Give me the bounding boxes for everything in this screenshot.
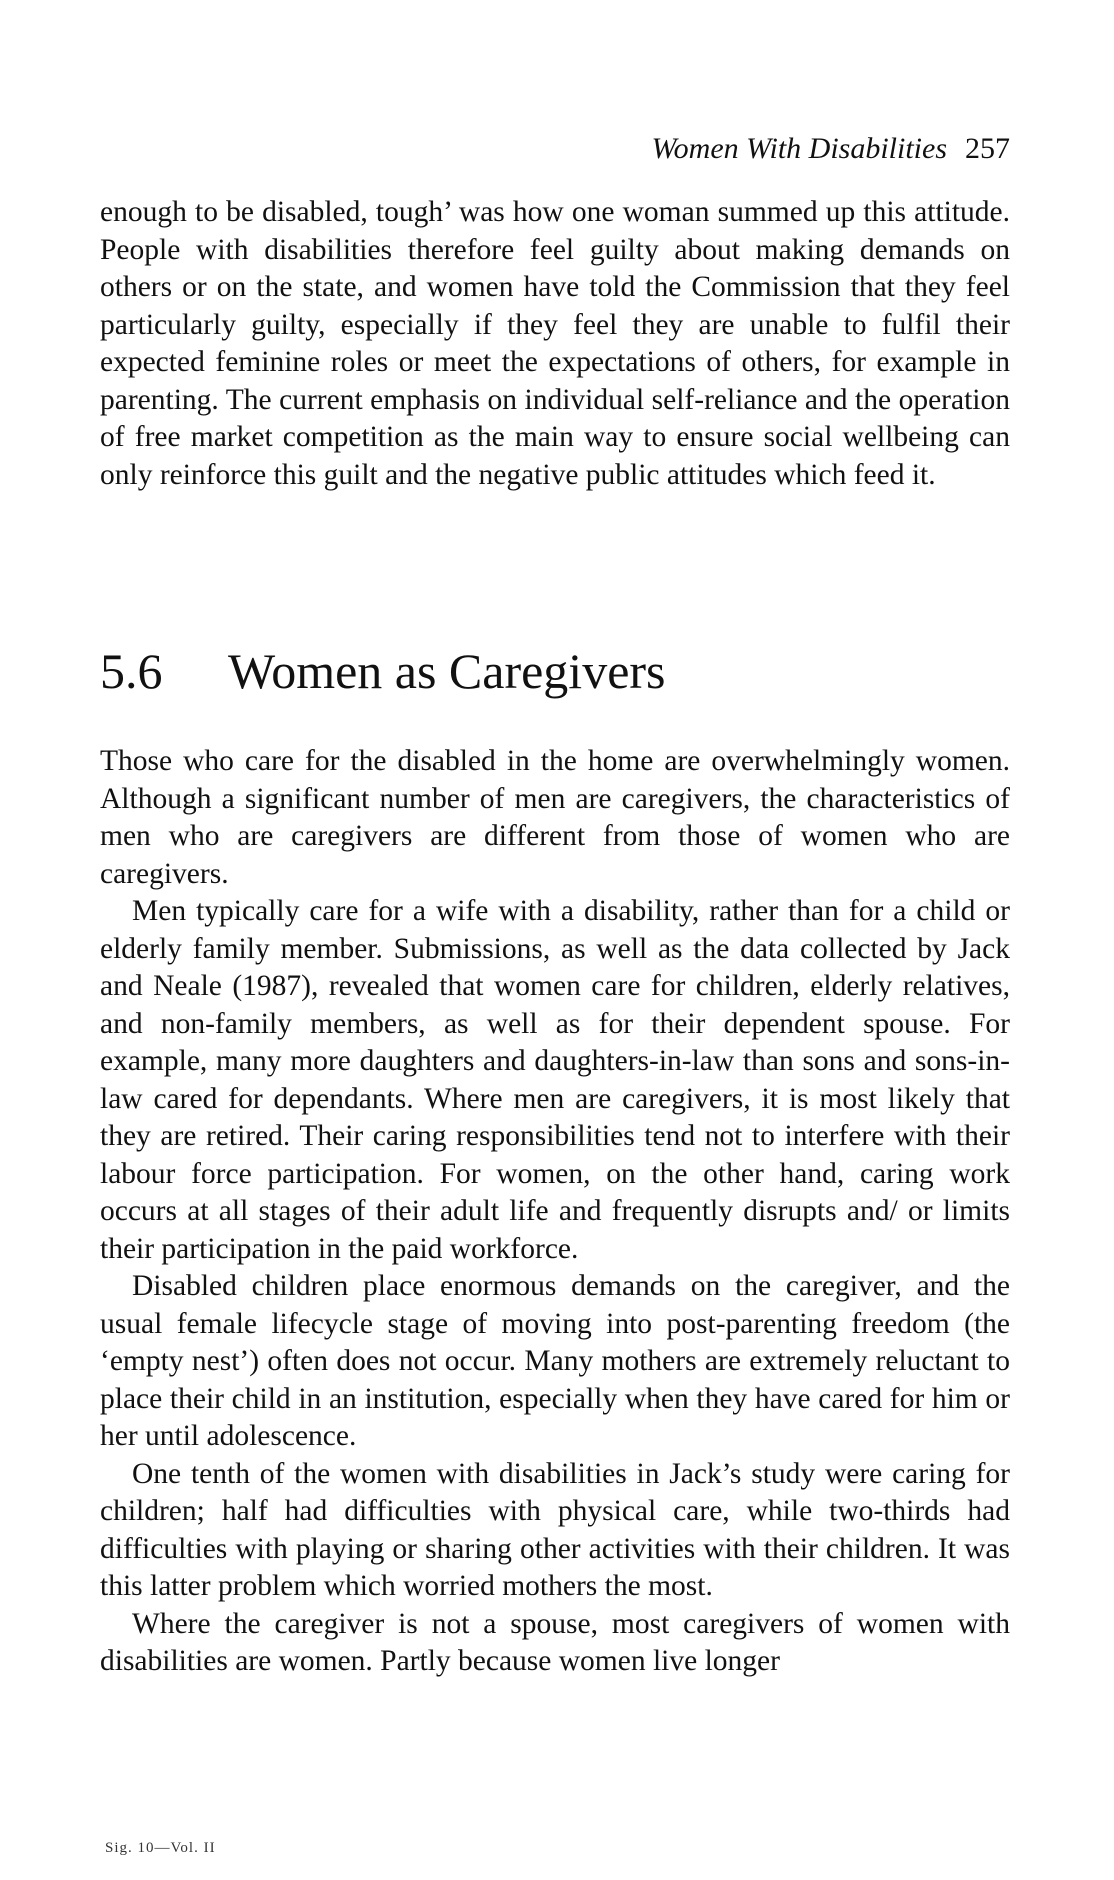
- body-paragraph: Men typically care for a wife with a disability, rather than for a child or elderly family member. Submissions, as well as the data collected by Jack and Neale (1987), revealed that women care for children, elderly relatives, and non-family members, as well as for their dependent spouse. For example, many more daughters and daughters-in-law than sons and sons-in-law cared for dependants. Where men are caregivers, it is most likely that they are retired. Their caring responsibilities tend not to interfere with their labour force participation. For women, on the other hand, caring work occurs at all stages of their adult life and frequently disrupts and/ or limits their participation in the paid workforce.: [100, 895, 1010, 1265]
- body-paragraph: Where the caregiver is not a spouse, most caregivers of women with disabilities are women. Partly because women live longer: [100, 1607, 1010, 1677]
- continued-paragraph: enough to be disabled, tough’ was how one woman summed up this attitude. People with disabilities therefore feel guilty about making demands on others or on the state, and women have told the Commission that they feel particularly guilty, especially if they feel they are unable to fulfil their expected feminine roles or meet the expectations of others, for example in parenting. The current emphasis on individual self-reliance and the operation of free market competition as the main way to ensure social wellbeing can only reinforce this guilt and the negative public attitudes which feed it.: [100, 196, 1010, 491]
- printer-signature-mark: Sig. 10—Vol. II: [105, 1840, 216, 1856]
- continued-text-block: [100, 194, 1010, 494]
- body-paragraph: One tenth of the women with disabilities in Jack’s study were caring for children; half had difficulties with physical care, while two-thirds had difficulties with playing or sharing other activities with their children. It was this latter problem which worried mothers the most.: [100, 1457, 1010, 1602]
- page-number: 257: [965, 132, 1010, 165]
- body-paragraph: Disabled children place enormous demands on the caregiver, and the usual female lifecycle stage of moving into post-parenting freedom (the ‘empty nest’) often does not occur. Many mothers are extremely reluctant to place their child in an institution, especially when they have cared for him or her until adolescence.: [100, 1270, 1010, 1452]
- section-number: 5.6: [100, 643, 163, 699]
- section-body: [100, 743, 1010, 1681]
- running-head-title: Women With Disabilities: [651, 132, 947, 165]
- running-head: [600, 132, 1010, 166]
- body-paragraph: Those who care for the disabled in the home are overwhelmingly women. Although a significant number of men are caregivers, the characteristics of men who are caregivers are different from those of women who are caregivers.: [100, 745, 1010, 890]
- section-heading: [100, 641, 666, 701]
- section-title: Women as Caregivers: [228, 643, 666, 699]
